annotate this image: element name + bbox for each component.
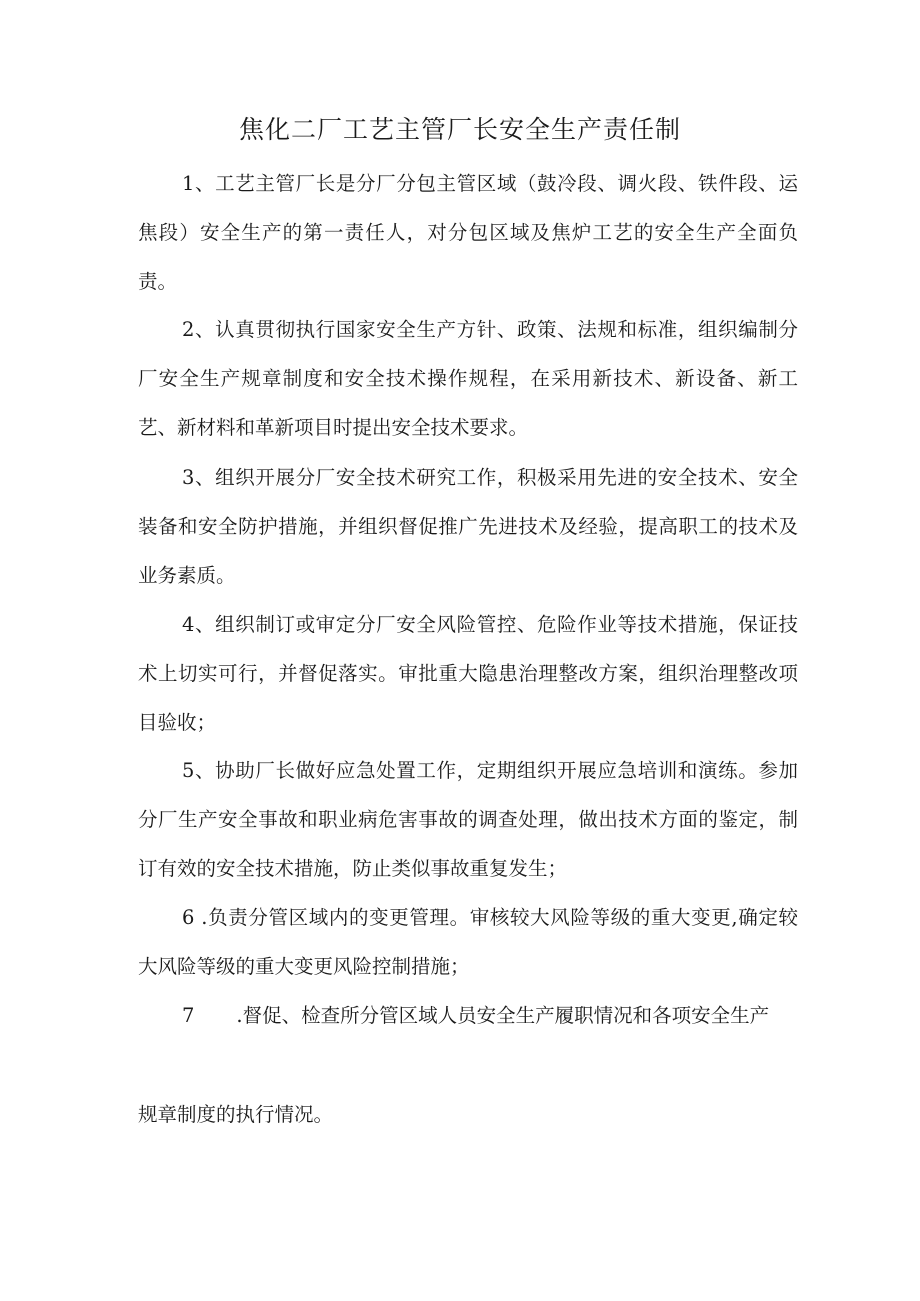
- paragraph-number: 5、: [182, 759, 216, 782]
- paragraph-text: 组织开展分厂安全技术研究工作，积极采用先进的安全技术、安全装备和安全防护措施，并组织督促推广先进技术及经验，提高职工的技术及业务素质。: [138, 466, 798, 587]
- paragraph-number: 3、: [182, 466, 216, 489]
- paragraph-6: [138, 893, 798, 991]
- paragraph-text: 协助厂长做好应急处置工作，定期组织开展应急培训和演练。参加分厂生产安全事故和职业病危害事故的调查处理，做出技术方面的鉴定，制订有效的安全技术措施，防止类似事故重复发生；: [138, 759, 798, 880]
- paragraph-2: [138, 305, 798, 452]
- paragraph-4: [138, 600, 798, 747]
- paragraph-number: 1、: [182, 172, 216, 195]
- paragraph-3: [138, 453, 798, 600]
- paragraph-number: 2、: [182, 318, 216, 341]
- paragraph-1: [138, 159, 798, 306]
- paragraph-number: 6: [182, 906, 195, 929]
- paragraph-number: 7: [182, 1004, 195, 1027]
- paragraph-text: .负责分管区域内的变更管理。审核较大风险等级的重大变更,确定较大风险等级的重大变更风险控制措施；: [138, 906, 798, 978]
- paragraph-7-continuation: 规章制度的执行情况。: [138, 1103, 334, 1126]
- paragraph-text: 工艺主管厂长是分厂分包主管区域（鼓冷段、调火段、铁件段、运焦段）安全生产的第一责任人，对分包区域及焦炉工艺的安全生产全面负责。: [138, 172, 798, 293]
- document-title: 焦化二厂工艺主管厂长安全生产责任制: [238, 115, 681, 144]
- paragraph-5: [138, 746, 798, 893]
- paragraph-text: 认真贯彻执行国家安全生产方针、政策、法规和标准，组织编制分厂安全生产规章制度和安全技术操作规程，在采用新技术、新设备、新工艺、新材料和革新项目时提出安全技术要求。: [138, 318, 798, 439]
- paragraph-7: [138, 991, 798, 1040]
- paragraph-text: 组织制订或审定分厂安全风险管控、危险作业等技术措施，保证技术上切实可行，并督促落实。审批重大隐患治理整改方案，组织治理整改项目验收；: [138, 613, 798, 734]
- paragraph-text: .督促、检查所分管区域人员安全生产履职情况和各项安全生产: [236, 1004, 770, 1027]
- paragraph-number: 4、: [182, 613, 216, 636]
